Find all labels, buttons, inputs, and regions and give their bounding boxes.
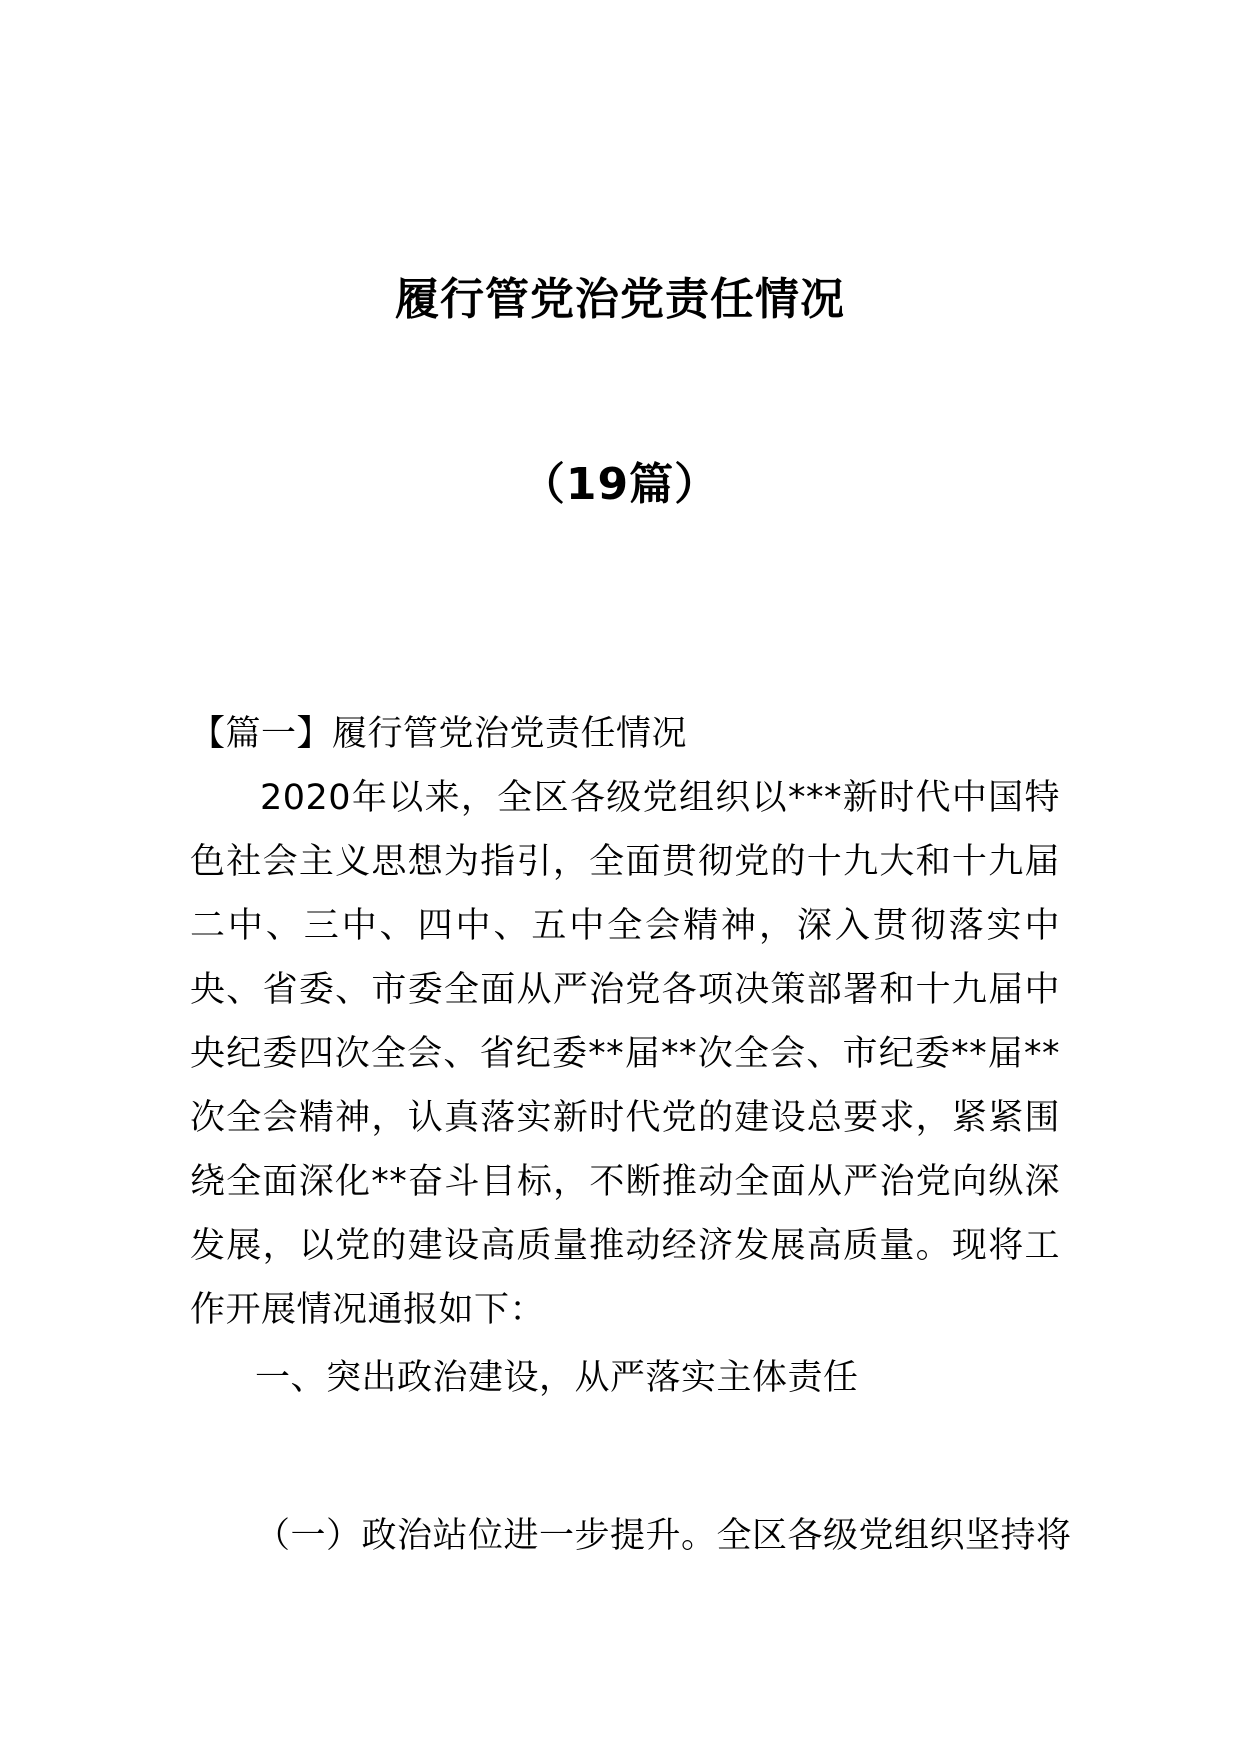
document-title: 履行管党治党责任情况 — [395, 274, 845, 325]
subsection-paragraph: （一）政治站位进一步提升。全区各级党组织坚持将 — [255, 1516, 1072, 1556]
intro-paragraph: 2020年以来，全区各级党组织以***新时代中国特色社会主义思想为指引，全面贯彻党的十九大和十九届二中、三中、四中、五中全会精神，深入贯彻落实中央、省委、市委全面从严治党各项决策部署和十九届中央纪委四次全会、省纪委**届**次全会、市纪委**届**次全会精神，认真落实新时代党的建设总要求，紧紧围绕全面深化**奋斗目标，不断推动全面从严治党向纵深发展，以党的建设高质量推动经济发展高质量。现将工作开展情况通报如下： — [190, 778, 1060, 1330]
chapter-heading: 【篇一】履行管党治党责任情况 — [190, 714, 688, 754]
document-count: （19篇） — [520, 459, 720, 510]
section-heading: 一、突出政治建设，从严落实主体责任 — [255, 1358, 859, 1398]
